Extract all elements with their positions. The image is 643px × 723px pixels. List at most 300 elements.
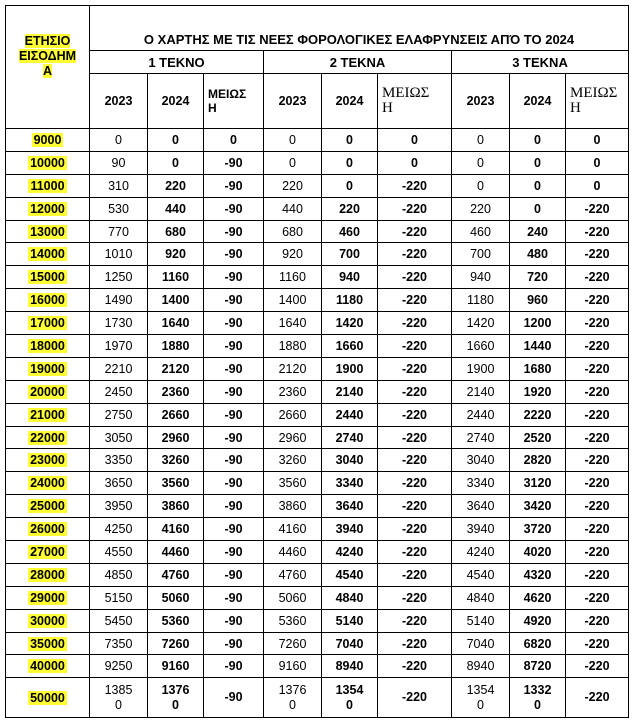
income-value: 10000 [30,155,65,170]
value-cell: 680 [148,220,204,243]
value-cell: 1640 [264,312,322,335]
value-cell: -220 [378,609,452,632]
reduction-header: ΜΕΙΩΣ Η [378,74,452,129]
value-cell: -90 [204,609,264,632]
table-row [6,380,629,403]
value-cell: 310 [90,174,148,197]
value-cell: -90 [204,380,264,403]
value-cell: 3650 [90,472,148,495]
value-cell: 1970 [90,335,148,358]
income-cell [6,243,90,266]
value-cell: 0 [378,151,452,174]
income-cell [6,380,90,403]
value-cell: -220 [566,472,629,495]
income-cell [6,426,90,449]
income-cell [6,586,90,609]
value-cell: 1376 0 [148,678,204,718]
value-cell: 7040 [322,632,378,655]
value-cell: 2120 [264,357,322,380]
income-cell [6,632,90,655]
value-cell: 3340 [322,472,378,495]
income-value: 50000 [30,690,65,705]
value-cell: -220 [566,380,629,403]
table-row [6,609,629,632]
value-cell: 1354 0 [452,678,510,718]
value-cell: 5140 [452,609,510,632]
income-value: 19000 [30,361,65,376]
table-row [6,357,629,380]
value-cell: 1920 [510,380,566,403]
value-cell: 0 [452,151,510,174]
value-cell: 1200 [510,312,566,335]
income-cell [6,609,90,632]
value-cell: 2960 [148,426,204,449]
value-cell: 720 [510,266,566,289]
income-value: 16000 [30,293,65,308]
tax-relief-table [5,5,629,718]
income-value: 15000 [30,270,65,285]
value-cell: 8720 [510,655,566,678]
value-cell: -220 [566,197,629,220]
income-value: 14000 [30,247,65,262]
value-cell: 3260 [264,449,322,472]
value-cell: -220 [378,678,452,718]
income-cell [6,495,90,518]
table-row [6,655,629,678]
table-body [6,129,629,718]
income-value: 23000 [30,453,65,468]
income-value: 13000 [30,224,65,239]
year-2024-header: 2024 [148,74,204,129]
value-cell: -220 [378,426,452,449]
income-value: 20000 [30,384,65,399]
table-row [6,129,629,152]
value-cell: 700 [452,243,510,266]
value-cell: 7350 [90,632,148,655]
value-cell: -90 [204,426,264,449]
income-value: 25000 [30,499,65,514]
reduction-header: ΜΕΙΩΣ Η [204,74,264,129]
value-cell: 4920 [510,609,566,632]
value-cell: 3350 [90,449,148,472]
value-cell: -220 [378,357,452,380]
value-cell: 3950 [90,495,148,518]
value-cell: 2960 [264,426,322,449]
value-cell: -90 [204,312,264,335]
table-row [6,541,629,564]
value-cell: 4160 [264,518,322,541]
value-cell: 460 [452,220,510,243]
value-cell: -220 [378,495,452,518]
value-cell: 2360 [148,380,204,403]
table-row [6,563,629,586]
year-2024-header: 2024 [322,74,378,129]
value-cell: 1385 0 [90,678,148,718]
value-cell: 3340 [452,472,510,495]
value-cell: 90 [90,151,148,174]
table-row [6,220,629,243]
value-cell: 7260 [148,632,204,655]
value-cell: -220 [378,655,452,678]
value-cell: 4460 [148,541,204,564]
value-cell: -90 [204,220,264,243]
value-cell: 3040 [322,449,378,472]
value-cell: 220 [452,197,510,220]
income-value: 12000 [30,201,65,216]
value-cell: 5140 [322,609,378,632]
income-header-line-1: ΕΤΗΣΙΟ [24,34,71,48]
table-row [6,426,629,449]
table-row [6,289,629,312]
income-value: 30000 [30,613,65,628]
income-cell [6,220,90,243]
value-cell: 460 [322,220,378,243]
value-cell: -220 [566,403,629,426]
value-cell: 4460 [264,541,322,564]
value-cell: 940 [452,266,510,289]
income-cell [6,335,90,358]
value-cell: 1880 [264,335,322,358]
value-cell: -220 [378,243,452,266]
value-cell: 4550 [90,541,148,564]
income-value: 17000 [30,316,65,331]
value-cell: -220 [378,586,452,609]
value-cell: 2740 [322,426,378,449]
value-cell: 680 [264,220,322,243]
reduction-header: ΜΕΙΩΣ Η [566,74,629,129]
value-cell: -220 [378,335,452,358]
value-cell: 5060 [264,586,322,609]
table-row [6,495,629,518]
year-2023-header: 2023 [452,74,510,129]
income-value: 26000 [30,522,65,537]
income-value: 18000 [30,338,65,353]
value-cell: 2140 [452,380,510,403]
value-cell: -220 [566,335,629,358]
value-cell: 4840 [452,586,510,609]
value-cell: -220 [566,289,629,312]
table-title: Ο ΧΑΡΤΗΣ ΜΕ ΤΙΣ ΝΕΕΣ ΦΟΡΟΛΟΓΙΚΕΣ ΕΛΑΦΡΥΝΣΕΙΣ ΑΠΌ ΤΟ 2024 [90,6,629,51]
value-cell: 0 [510,129,566,152]
value-cell: 2520 [510,426,566,449]
value-cell: 4540 [452,563,510,586]
income-cell [6,403,90,426]
value-cell: 2660 [264,403,322,426]
table-row [6,335,629,358]
value-cell: -220 [378,632,452,655]
value-cell: 240 [510,220,566,243]
value-cell: 220 [322,197,378,220]
value-cell: 3050 [90,426,148,449]
income-cell [6,312,90,335]
value-cell: -90 [204,586,264,609]
value-cell: 1660 [322,335,378,358]
value-cell: 1400 [264,289,322,312]
value-cell: 1900 [452,357,510,380]
value-cell: 1376 0 [264,678,322,718]
value-cell: 2360 [264,380,322,403]
value-cell: 0 [510,174,566,197]
value-cell: 1680 [510,357,566,380]
table-row [6,174,629,197]
table-row [6,151,629,174]
value-cell: -220 [566,495,629,518]
value-cell: 0 [322,129,378,152]
value-cell: 1160 [264,266,322,289]
value-cell: 1354 0 [322,678,378,718]
year-2024-header: 2024 [510,74,566,129]
income-cell [6,289,90,312]
value-cell: -90 [204,197,264,220]
value-cell: -220 [378,403,452,426]
income-cell [6,197,90,220]
value-cell: 1900 [322,357,378,380]
value-cell: 3860 [148,495,204,518]
value-cell: 4250 [90,518,148,541]
value-cell: 2210 [90,357,148,380]
income-cell [6,151,90,174]
value-cell: -220 [566,655,629,678]
value-cell: -220 [378,449,452,472]
value-cell: 220 [148,174,204,197]
value-cell: 2440 [322,403,378,426]
value-cell: 480 [510,243,566,266]
table-row [6,403,629,426]
value-cell: 770 [90,220,148,243]
value-cell: -90 [204,495,264,518]
income-cell [6,541,90,564]
income-value: 27000 [30,544,65,559]
value-cell: -220 [566,266,629,289]
value-cell: 0 [148,129,204,152]
value-cell: 0 [378,129,452,152]
value-cell: 3860 [264,495,322,518]
value-cell: 4760 [148,563,204,586]
value-cell: 3640 [322,495,378,518]
value-cell: 1400 [148,289,204,312]
value-cell: 700 [322,243,378,266]
income-cell [6,129,90,152]
value-cell: 1250 [90,266,148,289]
value-cell: -90 [204,632,264,655]
table-row [6,472,629,495]
value-cell: 1180 [322,289,378,312]
value-cell: -220 [378,312,452,335]
value-cell: 2440 [452,403,510,426]
income-header-line-3: Α [42,64,53,78]
value-cell: -220 [378,197,452,220]
year-2023-header: 2023 [264,74,322,129]
value-cell: 0 [322,174,378,197]
value-cell: 9160 [264,655,322,678]
value-cell: 0 [264,151,322,174]
value-cell: 0 [452,174,510,197]
value-cell: -90 [204,655,264,678]
value-cell: -220 [566,243,629,266]
value-cell: -220 [378,472,452,495]
value-cell: -220 [566,357,629,380]
value-cell: 3940 [322,518,378,541]
table-row [6,266,629,289]
value-cell: 0 [264,129,322,152]
year-2023-header: 2023 [90,74,148,129]
income-value: 35000 [30,636,65,651]
value-cell: -220 [378,541,452,564]
value-cell: -90 [204,678,264,718]
value-cell: -90 [204,563,264,586]
value-cell: 4320 [510,563,566,586]
income-value: 28000 [30,567,65,582]
value-cell: 920 [148,243,204,266]
value-cell: 4540 [322,563,378,586]
income-cell [6,563,90,586]
value-cell: 4620 [510,586,566,609]
value-cell: 1730 [90,312,148,335]
value-cell: 1420 [452,312,510,335]
value-cell: 4240 [452,541,510,564]
value-cell: 8940 [452,655,510,678]
group-header-1-child: 1 ΤΕΚΝΟ [90,51,264,74]
value-cell: -220 [566,518,629,541]
value-cell: 2660 [148,403,204,426]
value-cell: 5360 [148,609,204,632]
value-cell: -220 [566,541,629,564]
value-cell: -220 [378,289,452,312]
table-row [6,243,629,266]
value-cell: 940 [322,266,378,289]
table-row [6,312,629,335]
value-cell: 4850 [90,563,148,586]
income-cell [6,518,90,541]
value-cell: 6820 [510,632,566,655]
value-cell: 1640 [148,312,204,335]
value-cell: -90 [204,357,264,380]
value-cell: 3120 [510,472,566,495]
value-cell: -90 [204,335,264,358]
value-cell: 7260 [264,632,322,655]
value-cell: 0 [566,129,629,152]
value-cell: 3420 [510,495,566,518]
value-cell: 5150 [90,586,148,609]
value-cell: 0 [510,151,566,174]
value-cell: 1490 [90,289,148,312]
value-cell: -90 [204,449,264,472]
value-cell: -220 [566,312,629,335]
income-cell [6,678,90,718]
value-cell: 0 [452,129,510,152]
value-cell: 0 [90,129,148,152]
value-cell: -220 [378,220,452,243]
income-value: 9000 [33,132,62,147]
value-cell: -90 [204,289,264,312]
value-cell: 1660 [452,335,510,358]
value-cell: -90 [204,151,264,174]
value-cell: 3560 [148,472,204,495]
value-cell: 7040 [452,632,510,655]
value-cell: 2820 [510,449,566,472]
income-cell [6,449,90,472]
value-cell: 2120 [148,357,204,380]
value-cell: -220 [378,266,452,289]
value-cell: 4760 [264,563,322,586]
value-cell: 1880 [148,335,204,358]
income-header-line-2: ΕΙΣΟΔΗΜ [18,49,77,63]
value-cell: 8940 [322,655,378,678]
income-cell [6,174,90,197]
value-cell: 3260 [148,449,204,472]
value-cell: -220 [566,426,629,449]
value-cell: 9160 [148,655,204,678]
value-cell: -220 [566,678,629,718]
value-cell: -220 [566,220,629,243]
income-value: 21000 [30,407,65,422]
value-cell: -220 [378,563,452,586]
value-cell: 0 [148,151,204,174]
value-cell: -90 [204,518,264,541]
income-cell [6,266,90,289]
value-cell: -90 [204,403,264,426]
income-cell [6,655,90,678]
value-cell: 4840 [322,586,378,609]
income-value: 40000 [30,659,65,674]
value-cell: 220 [264,174,322,197]
value-cell: 920 [264,243,322,266]
value-cell: -220 [566,449,629,472]
value-cell: 5450 [90,609,148,632]
income-value: 11000 [30,178,65,193]
value-cell: 0 [566,151,629,174]
value-cell: -220 [378,174,452,197]
table-row [6,586,629,609]
value-cell: 1332 0 [510,678,566,718]
value-cell: 0 [204,129,264,152]
value-cell: 5060 [148,586,204,609]
value-cell: 3640 [452,495,510,518]
value-cell: 2220 [510,403,566,426]
income-value: 29000 [30,590,65,605]
income-value: 24000 [30,476,65,491]
value-cell: 1160 [148,266,204,289]
value-cell: 530 [90,197,148,220]
value-cell: 2750 [90,403,148,426]
group-header-2-children: 2 ΤΕΚΝΑ [264,51,452,74]
table-row [6,632,629,655]
table-row [6,449,629,472]
value-cell: 0 [566,174,629,197]
value-cell: 0 [322,151,378,174]
value-cell: 4240 [322,541,378,564]
table-row [6,197,629,220]
value-cell: -220 [566,563,629,586]
value-cell: 2140 [322,380,378,403]
value-cell: 4020 [510,541,566,564]
value-cell: 0 [510,197,566,220]
value-cell: 1010 [90,243,148,266]
value-cell: 2450 [90,380,148,403]
table-row [6,678,629,718]
value-cell: 960 [510,289,566,312]
value-cell: -220 [378,518,452,541]
income-cell [6,472,90,495]
value-cell: -90 [204,243,264,266]
group-header-3-children: 3 ΤΕΚΝΑ [452,51,629,74]
value-cell: -220 [566,632,629,655]
value-cell: 1440 [510,335,566,358]
value-cell: 440 [148,197,204,220]
value-cell: -90 [204,472,264,495]
value-cell: -90 [204,174,264,197]
value-cell: -220 [566,586,629,609]
